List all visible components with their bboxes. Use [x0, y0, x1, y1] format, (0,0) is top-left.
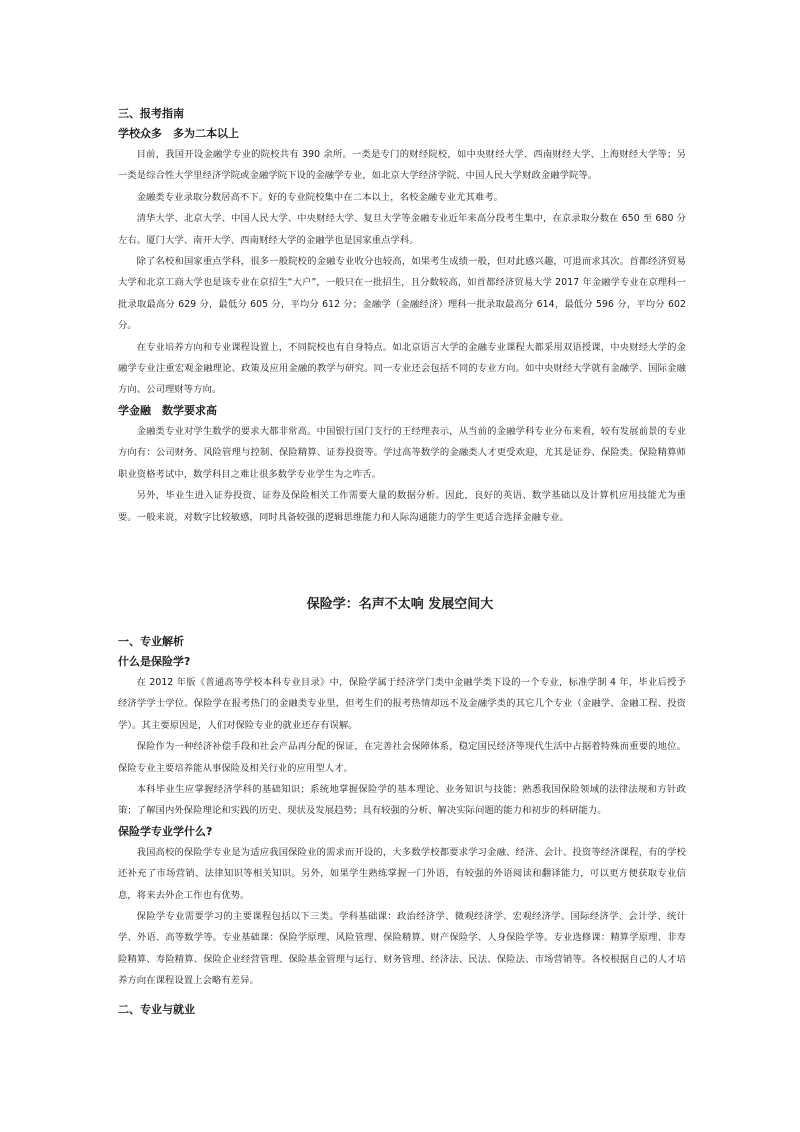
paragraph: 另外，毕业生进入证券投资、证券及保险相关工作需要大量的数据分析。因此，良好的英语、数学基础以及计算机应用技能尤为重要。一般来说，对数字比较敏感，同时具备较强的逻辑思维能力和人际沟通能力的学生更适合选择金融专业。 — [118, 490, 686, 523]
paragraph: 在专业培养方向和专业课程设置上，不同院校也有自身特点。如北京语言大学的金融专业课程大都采用双语授课，中央财经大学的金融学专业注重宏观金融理论、政策及应用金融的教学与研究。同一专业还会包括不同的专业方向。如中央财经大学就有金融学、国际金融方向、公司理财等方向。 — [118, 341, 686, 396]
paragraph: 保险学专业需要学习的主要课程包括以下三类。学科基础课：政治经济学、微观经济学、宏观经济学、国际经济学、会计学、统计学、外语、高等数学等。专业基础课：保险学原理、风险管理、保险精算、财产保险学、人身保险学等。专业选修课：精算学原理、非寿险精算、寿险精算、保险企业经营管理、保险基金管理与运行、财务管理、经济法、民法、保险法、市场营销等。各校根据自己的人才培养方向在课程设置上会略有差异。 — [118, 911, 686, 987]
subheading: 学校众多 多为二本以上 — [118, 127, 239, 140]
section-heading: 一、专业解析 — [118, 635, 184, 648]
article-title: 保险学：名声不太响 发展空间大 — [306, 597, 494, 612]
paragraph: 金融类专业对学生数学的要求大都非常高。中国银行国门支行的王经理表示，从当前的金融学科专业分布来看，较有发展前景的专业方向有：公司财务、风险管理与控制、保险精算、证券投资等。学过高等数学的金融类人才更受欢迎，尤其是证券、保险类。保险精算师职业资格考试中，数学科目之难让很多数学专业学生为之咋舌。 — [118, 425, 686, 480]
paragraph: 清华大学、北京大学、中国人民大学、中央财经大学、复旦大学等金融专业近年来高分段考生集中，在京录取分数在 650 至 680 分左右。厦门大学、南开大学、西南财经大学的金融学也是国家重点学科。 — [118, 213, 686, 246]
paragraph: 在 2012 年版《普通高等学校本科专业目录》中，保险学属于经济学门类中金融学类下设的一个专业，标准学制 4 年，毕业后授予经济学学士学位。保险学在报考热门的金融类专业里，但考生们的报考热情却远不及金融学类的其它几个专业（金融学、金融工程、投资学）。其主要原因是，人们对保险专业的就业还存有误解。 — [118, 677, 686, 731]
paragraph: 除了名校和国家重点学科，很多一般院校的金融专业收分也较高，如果考生成绩一般，但对此感兴趣，可退而求其次。首都经济贸易大学和北京工商大学也是该专业在京招生“大户”，一般只在一批招生，且分数较高，如首都经济贸易大学 2017 年金融学专业在京理科一批录取最高分 629 分，最低分 605 分，平均分 612 分；金融学（金融经济）理科一批录取最高分 614，最低分 596 分，平均分 602 分。 — [118, 256, 686, 332]
paragraph: 我国高校的保险学专业是为适应我国保险业的需求而开设的，大多数学校都要求学习金融、经济、会计、投资等经济课程，有的学校还补充了市场营销、法律知识等相关知识。另外，如果学生熟练掌握一门外语，有较强的外语阅读和翻译能力，可以更方便获取专业信息，将来去外企工作也有优势。 — [118, 846, 686, 901]
question-heading: 什么是保险学? — [118, 655, 191, 668]
section-heading: 三、报考指南 — [118, 107, 184, 120]
question-heading: 保险学专业学什么? — [118, 824, 213, 838]
paragraph: 本科毕业生应掌握经济学科的基础知识；系统地掌握保险学的基本理论、业务知识与技能；熟悉我国保险领域的法律法规和方针政策；了解国内外保险理论和实践的历史、现状及发展趋势；具有较强的分析、解决实际问题的能力和初步的科研能力。 — [118, 784, 686, 817]
paragraph: 金融类专业录取分数居高不下。好的专业院校集中在二本以上，名校金融专业尤其难考。 — [136, 191, 504, 203]
section-guide — [118, 104, 686, 528]
subheading: 学金融 数学要求高 — [118, 403, 217, 417]
paragraph: 保险作为一种经济补偿手段和社会产品再分配的保证，在完善社会保障体系，稳定国民经济等现代生活中占据着特殊而重要的地位。保险专业主要培养能从事保险及相关行业的应用型人才。 — [118, 741, 686, 774]
paragraph: 目前，我国开设金融学专业的院校共有 390 余所。一类是专门的财经院校，如中央财经大学、西南财经大学、上海财经大学等；另一类是综合性大学里经济学院或金融学院下设的金融学专业，如北京大学经济学院、中国人民大学财政金融学院等。 — [118, 149, 686, 182]
section-insurance — [118, 632, 686, 1020]
section-heading: 二、专业与就业 — [118, 1002, 195, 1016]
